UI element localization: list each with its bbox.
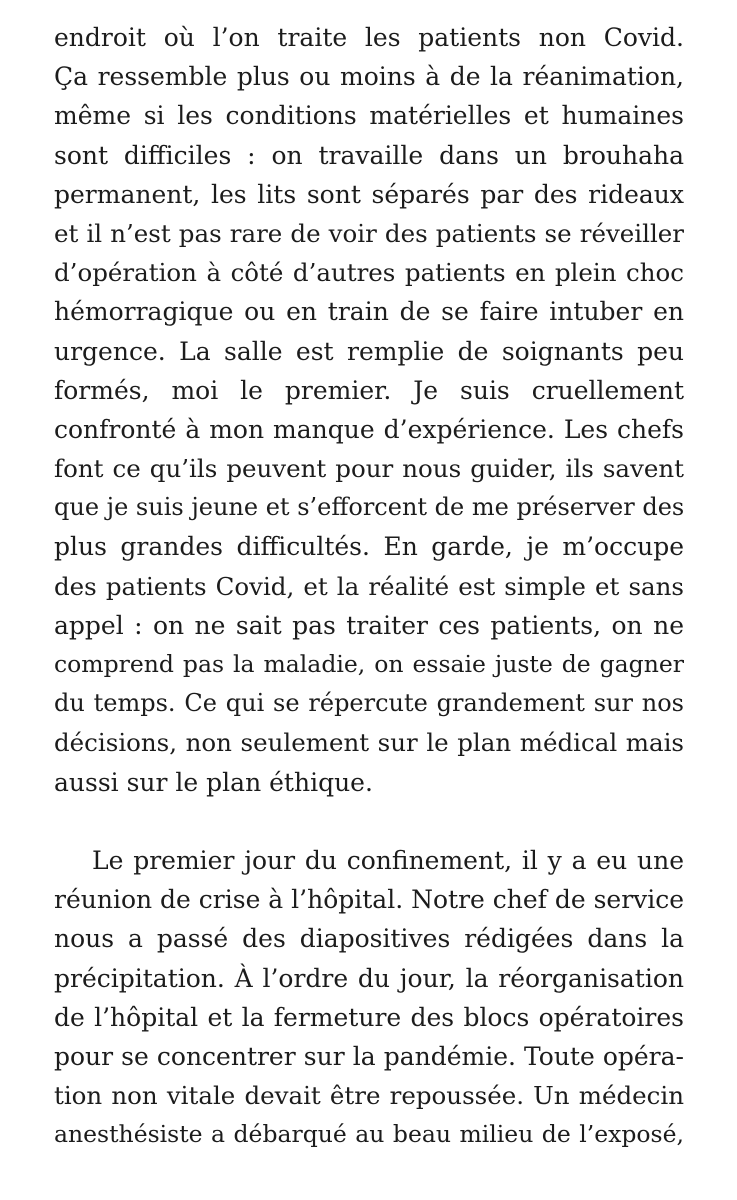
text-line: du temps. Ce qui se répercute grandement sur nos (54, 689, 684, 718)
text-line: endroit où l’on traite les patients non Covid. (54, 23, 684, 52)
text-line: tion non vitale devait être repoussée. Un médecin (54, 1081, 684, 1111)
book-page (54, 18, 684, 1154)
text-line: que je suis jeune et s’efforcent de me préserver des (54, 493, 685, 522)
text-line: comprend pas la maladie, on essaie juste de gagner (54, 650, 684, 678)
text-line: même si les conditions matérielles et humaines (54, 101, 684, 131)
paragraph-2 (54, 841, 684, 1155)
text-line: réunion de crise à l’hôpital. Notre chef de service (54, 885, 685, 915)
text-line: de l’hôpital et la fermeture des blocs opératoires (54, 1002, 684, 1032)
text-line: appel : on ne sait pas traiter ces patients, on ne (54, 610, 684, 640)
text-line: sont difficiles : on travaille dans un brouhaha (54, 140, 684, 170)
text-line: aussi sur le plan éthique. (54, 767, 373, 797)
text-line: décisions, non seulement sur le plan médical mais (54, 728, 684, 758)
text-line: précipitation. À l’ordre du jour, la réorganisation (54, 963, 684, 993)
text-line: anesthésiste a débarqué au beau milieu de l’exposé, (54, 1120, 684, 1149)
paragraph-1 (54, 18, 684, 802)
text-line: d’opération à côté d’autres patients en plein choc (54, 258, 684, 288)
text-line: nous a passé des diapositives rédigées dans la (54, 924, 684, 954)
text-line: Le premier jour du confinement, il y a eu une (92, 845, 684, 875)
text-line: pour se concentrer sur la pandémie. Toute opéra- (54, 1041, 684, 1071)
text-line: font ce qu’ils peuvent pour nous guider, ils savent (54, 454, 684, 484)
text-line: des patients Covid, et la réalité est simple et sans (54, 571, 684, 601)
text-line: permanent, les lits sont séparés par des rideaux (54, 179, 684, 209)
text-line: urgence. La salle est remplie de soignants peu (54, 336, 684, 366)
text-line: et il n’est pas rare de voir des patients se réveiller (54, 218, 684, 248)
text-line: confronté à mon manque d’expérience. Les chefs (54, 414, 684, 444)
text-line: Ça ressemble plus ou moins à de la réanimation, (54, 62, 684, 92)
text-line: plus grandes difficultés. En garde, je m’occupe (54, 532, 684, 562)
paragraph-spacer (54, 802, 684, 841)
text-line: formés, moi le premier. Je suis cruellement (54, 375, 684, 405)
text-line: hémorragique ou en train de se faire intuber en (54, 297, 684, 327)
